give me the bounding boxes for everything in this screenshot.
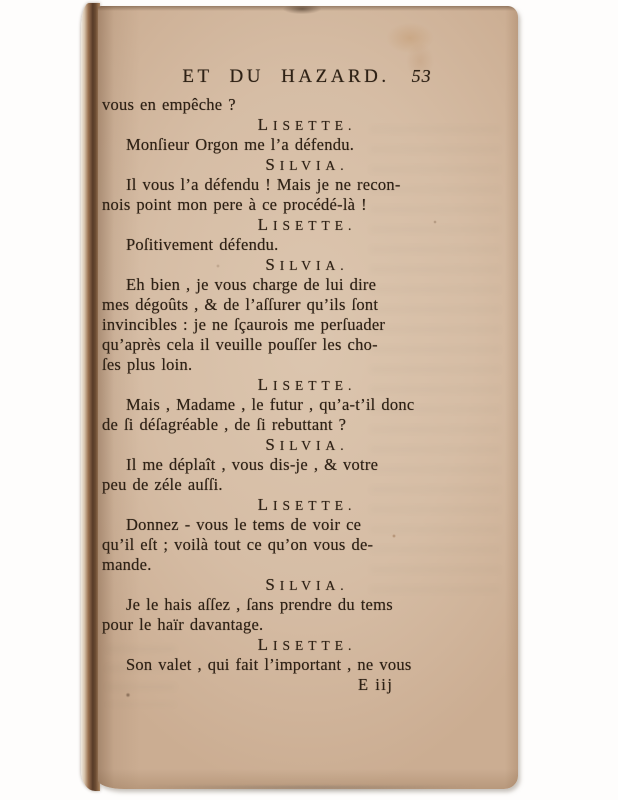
running-header [102, 63, 512, 89]
text-line: Il me déplaît , vous dis-je , & votre [126, 455, 379, 474]
page-bottom-shadow [92, 786, 522, 796]
text-line: Monſieur Orgon me l’a défendu. [126, 135, 355, 154]
book-page [98, 6, 518, 789]
text-line: de ſi déſagréable , de ſi rebuttant ? [102, 415, 347, 434]
text-line: mande. [102, 555, 152, 574]
running-header-title: ET DU HAZARD. [182, 66, 390, 87]
speaker-heading: LISETTE. [257, 215, 357, 234]
text-line: Eh bien , je vous charge de lui dire [126, 275, 377, 294]
text-line: Donnez - vous le tems de voir ce [126, 515, 362, 534]
text-line: qu’il eſt ; voilà tout ce qu’on vous de- [102, 535, 374, 554]
speaker-heading: SILVIA. [265, 575, 349, 594]
text-line: Mais , Madame , le futur , qu’a-t’il donc [126, 395, 415, 414]
speaker-heading: LISETTE. [257, 375, 357, 394]
signature-mark: E iij [358, 675, 394, 694]
text-line: pour le haïr davantage. [102, 615, 264, 634]
page-number: 53 [411, 66, 432, 86]
speaker-heading: LISETTE. [257, 115, 357, 134]
text-line: invincibles : je ne ſçaurois me perſuader [102, 315, 386, 334]
text-line: qu’après cela il veuille pouſſer les cho- [102, 335, 378, 354]
text-line: ſes plus loin. [102, 355, 193, 374]
speaker-heading: LISETTE. [257, 495, 357, 514]
page-text-block [102, 63, 512, 695]
text-line: Je le hais aſſez , ſans prendre du tems [126, 595, 393, 614]
speaker-heading: SILVIA. [265, 155, 349, 174]
text-line: vous en empêche ? [102, 95, 236, 114]
text-line: Il vous l’a défendu ! Mais je ne recon- [126, 175, 401, 194]
text-line: Son valet , qui fait l’important , ne vous [126, 655, 412, 674]
speaker-heading: SILVIA. [265, 255, 349, 274]
text-line: mes dégoûts , & de l’aſſurer qu’ils ſont [102, 295, 379, 314]
text-line: nois point mon pere à ce procédé-là ! [102, 195, 367, 214]
speaker-heading: LISETTE. [257, 635, 357, 654]
speaker-heading: SILVIA. [265, 435, 349, 454]
text-line: peu de zéle auſſi. [102, 475, 223, 494]
text-line: Poſitivement défendu. [126, 235, 279, 254]
